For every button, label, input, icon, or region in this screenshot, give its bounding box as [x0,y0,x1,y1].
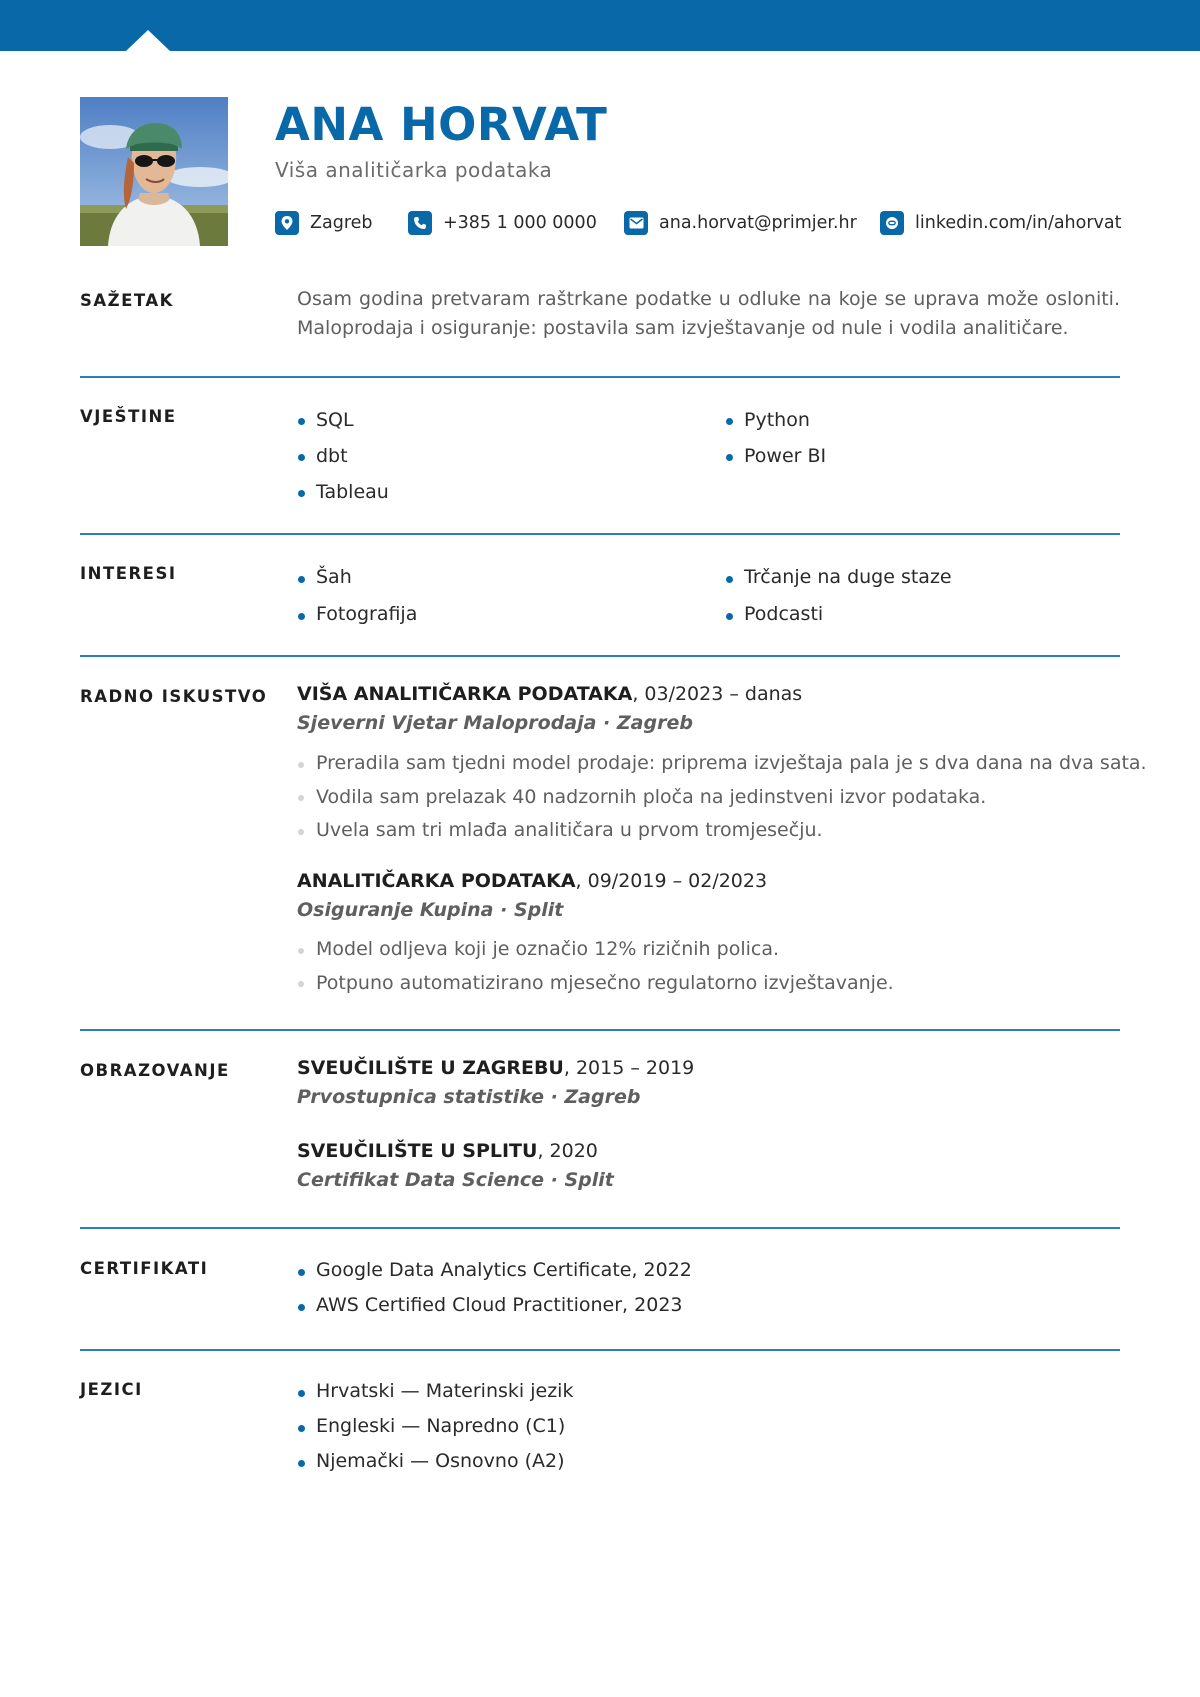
education-school: SVEUČILIŠTE U SPLITU [297,1140,538,1162]
skill-item: Python [725,402,826,438]
skills-list-right [725,402,826,474]
interest-item: Fotografija [297,596,417,633]
job-bullets [297,933,894,1000]
job-company: Sjeverni Vjetar Maloprodaja · Zagreb [297,712,693,734]
section-divider [80,1227,1120,1229]
contact-email-text: ana.horvat@primjer.hr [659,213,857,233]
job-role: VIŠA ANALITIČARKA PODATAKA [297,683,633,705]
contact-phone[interactable] [408,210,597,236]
language-item: Njemački — Osnovno (A2) [297,1444,573,1479]
envelope-icon [624,211,648,235]
section-divider [80,655,1120,657]
education-school: SVEUČILIŠTE U ZAGREBU [297,1057,564,1079]
section-label-summary: SAŽETAK [80,291,174,310]
candidate-name: ANA HORVAT [275,98,608,151]
certificate-item: Google Data Analytics Certificate, 2022 [297,1253,692,1288]
skills-list-left [297,402,389,510]
education-detail: Prvostupnica statistike · Zagreb [297,1086,641,1108]
job-bullet: Model odljeva koji je označio 12% rizičnih polica. [297,933,894,967]
section-skills [80,405,1120,505]
job-bullet: Potpuno automatizirano mjesečno regulatorno izvještavanje. [297,967,894,1001]
section-label-languages: JEZICI [80,1380,143,1399]
section-divider [80,1029,1120,1031]
language-item: Engleski — Napredno (C1) [297,1409,573,1444]
contact-location-text: Zagreb [310,213,373,233]
job-bullet: Vodila sam prelazak 40 nadzornih ploča na jedinstveni izvor podataka. [297,781,1147,815]
job-dates: , 03/2023 – danas [632,683,803,705]
skill-item: Power BI [725,438,826,474]
section-label-experience: RADNO ISKUSTVO [80,687,268,706]
job-company: Osiguranje Kupina · Split [297,899,564,921]
map-pin-icon [275,211,299,235]
section-interests [80,562,1120,642]
job-role: ANALITIČARKA PODATAKA [297,870,576,892]
section-label-interests: INTERESI [80,564,177,583]
job-bullet: Preradila sam tjedni model prodaje: priprema izvještaja pala je s dva dana na dva sata. [297,747,1147,781]
banner-notch [126,30,170,51]
certificate-item: AWS Certified Cloud Practitioner, 2023 [297,1288,692,1323]
section-divider [80,376,1120,378]
job-heading [297,870,767,892]
job-dates: , 09/2019 – 02/2023 [575,870,768,892]
profile-photo [80,97,228,246]
resume-header [80,97,1120,247]
section-label-certificates: CERTIFIKATI [80,1259,209,1278]
interest-item: Podcasti [725,596,952,633]
education-dates: , 2015 – 2019 [563,1057,695,1079]
education-detail: Certifikat Data Science · Split [297,1169,614,1191]
phone-icon [408,211,432,235]
section-summary [80,290,1120,360]
top-banner [0,0,1200,51]
job-heading [297,683,802,705]
contact-linkedin-text: linkedin.com/in/ahorvat [915,213,1122,233]
interest-item: Trčanje na duge staze [725,559,952,596]
section-label-skills: VJEŠTINE [80,407,177,426]
certificates-list [297,1253,692,1323]
summary-text: Osam godina pretvaram raštrkane podatke u odluke na koje se uprava može osloniti. Maloprodaja i osiguranje: postavila sam izvještavanje od nule i vodila analitičare. [297,288,1120,339]
contact-location [275,210,373,236]
job-title: Viša analitičarka podataka [275,158,553,182]
job-bullet: Uvela sam tri mlađa analitičara u prvom tromjesečju. [297,814,1147,848]
skill-item: Tableau [297,474,389,510]
education-heading [297,1057,694,1079]
section-experience [80,683,1147,1010]
education-dates: , 2020 [537,1140,598,1162]
contact-email[interactable] [624,210,857,236]
section-languages [80,1380,1120,1490]
section-label-education: OBRAZOVANJE [80,1061,230,1080]
education-heading [297,1140,598,1162]
language-item: Hrvatski — Materinski jezik [297,1374,573,1409]
languages-list [297,1374,573,1479]
interests-list-right [725,559,952,633]
skill-item: dbt [297,438,389,474]
section-certificates [80,1258,1120,1338]
section-divider [80,533,1120,535]
contact-linkedin[interactable] [880,210,1122,236]
interests-list-left [297,559,417,633]
link-icon [880,211,904,235]
job-bullets [297,747,1147,848]
interest-item: Šah [297,559,417,596]
skill-item: SQL [297,402,389,438]
section-divider [80,1349,1120,1351]
contact-phone-text: +385 1 000 0000 [443,213,597,233]
section-education [80,1059,1120,1209]
